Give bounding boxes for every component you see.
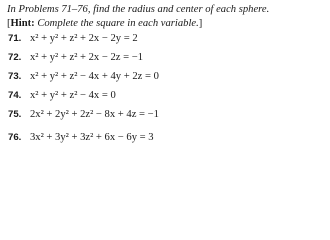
problem-equation: x² + y² + z² + 2x − 2z = −1 xyxy=(30,52,144,63)
problem-number: 71. xyxy=(8,33,22,44)
problem-equation: x² + y² + z² − 4x = 0 xyxy=(30,90,116,101)
hint-line xyxy=(7,17,202,30)
problem-74 xyxy=(8,89,116,102)
problem-instructions: In Problems 71–76, find the radius and center of each sphere. xyxy=(7,4,270,15)
problem-number: 73. xyxy=(8,71,22,82)
problem-72 xyxy=(8,51,143,64)
hint-text: Complete the square in each variable. xyxy=(34,18,199,29)
problem-equation: x² + y² + z² − 4x + 4y + 2z = 0 xyxy=(30,71,159,82)
problem-number: 76. xyxy=(8,132,22,143)
problem-equation: 3x² + 3y² + 3z² + 6x − 6y = 3 xyxy=(30,132,154,143)
problem-equation: 2x² + 2y² + 2z² − 8x + 4z = −1 xyxy=(30,109,159,120)
hint-open-bracket: [ xyxy=(7,18,11,29)
hint-close-bracket: ] xyxy=(198,18,203,29)
problem-75 xyxy=(8,108,159,121)
problem-71 xyxy=(8,32,138,45)
hint-label: Hint: xyxy=(10,18,35,29)
problem-number: 72. xyxy=(8,52,22,63)
problem-76 xyxy=(8,131,154,144)
problem-number: 74. xyxy=(8,90,22,101)
problem-equation: x² + y² + z² + 2x − 2y = 2 xyxy=(30,33,138,44)
problem-73 xyxy=(8,70,159,83)
problem-number: 75. xyxy=(8,109,22,120)
